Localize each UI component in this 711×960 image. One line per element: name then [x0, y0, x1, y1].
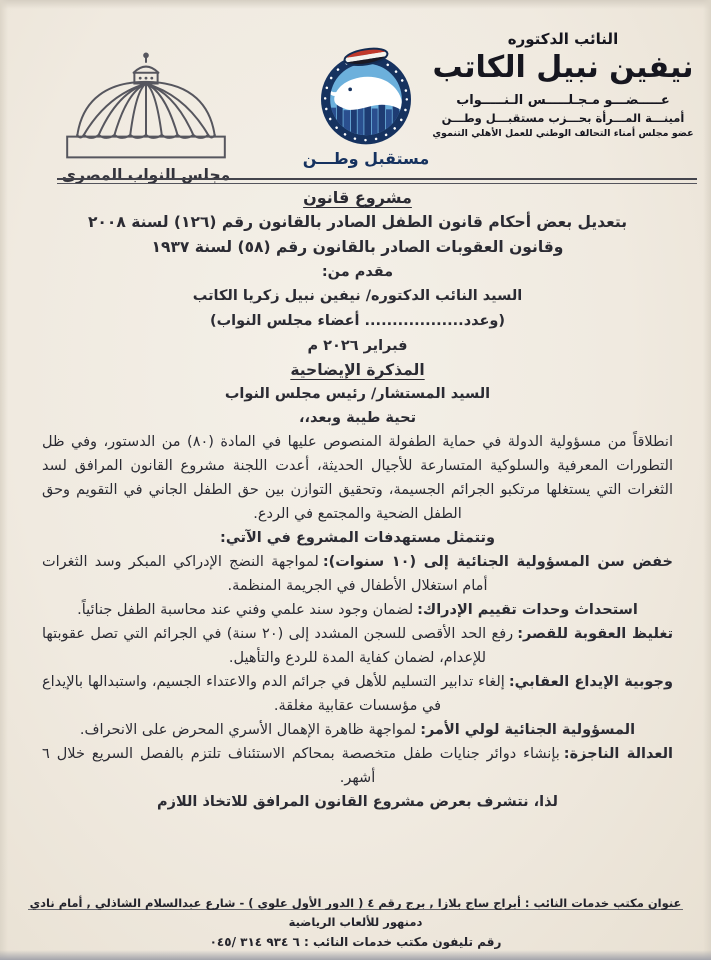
objective-body: لمواجهة النضج الإدراكي المبكر وسد الثغرات أمام استغلال الأطفال في الجريمة المنظمة. — [42, 554, 488, 594]
objective-lead: تغليظ العقوبة للقصر: — [517, 626, 673, 642]
parliament-logo-block — [52, 52, 240, 184]
deputy-role-party: أمينـــة المـــرأة بحـــزب مستقبـــل وطـــن — [441, 111, 685, 125]
deputy-name: نيفين نبيل الكاتب — [432, 50, 694, 85]
objective-item-6 — [42, 742, 673, 790]
scan-edge-right — [703, 0, 711, 960]
date-line: فبراير ٢٠٢٦ م — [307, 338, 408, 354]
objective-lead: العدالة الناجزة: — [563, 746, 673, 762]
objective-lead: وجوبية الإيداع العقابي: — [508, 674, 673, 690]
parliament-dome-icon — [58, 52, 234, 164]
submitted-by-count: (وعدد.................. أعضاء مجلس النواب) — [209, 313, 506, 329]
document-body — [42, 186, 673, 902]
objective-item-2 — [42, 598, 673, 622]
scan-edge-left — [0, 0, 8, 960]
law-draft-heading: مشروع قانون — [303, 188, 412, 207]
deputy-role-alliance: عضو مجلس أمناء التحالف الوطني للعمل الأهلي التنموي — [432, 128, 694, 139]
submitted-by-name: السيد النائب الدكتوره/ نيفين نبيل زكريا الكاتب — [192, 288, 523, 304]
scan-edge-top — [0, 0, 711, 9]
parliament-label: مجلس النواب المصري — [61, 166, 231, 184]
objectives-intro: وتتمثل مستهدفات المشروع في الآتي: — [220, 530, 495, 546]
objective-lead: استحداث وحدات تقييم الإدراك: — [417, 602, 638, 618]
office-address-line: عنوان مكتب خدمات النائب : أبراج ساج بلازا , برج رقم ٤ ( الدور الأول علوي ) - شارع عبدالسلام الشاذلي , أمام نادي دمنهور للألعاب الرياضية — [29, 896, 682, 929]
law-draft-subject-line1: بتعديل بعض أحكام قانون الطفل الصادر بالقانون رقم (١٢٦) لسنة ٢٠٠٨ — [87, 213, 628, 231]
document-footer — [10, 894, 701, 953]
deputy-role-member: عـــــضـــو مـجـلـــــس الـنـــــواب — [456, 93, 670, 108]
deputy-letterhead-block — [425, 30, 701, 139]
deputy-honorific: النائب الدكتوره — [507, 30, 619, 48]
party-emblem-icon — [316, 44, 416, 148]
objective-body: لمواجهة ظاهرة الإهمال الأسري المحرض على الانحراف. — [79, 722, 417, 738]
objective-item-5 — [42, 718, 673, 742]
closing-line: لذا، نتشرف بعرض مشروع القانون المرافق للاتخاذ اللازم — [157, 794, 558, 810]
salutation-recipient: السيد المستشار/ رئيس مجلس النواب — [224, 386, 491, 402]
header-divider — [57, 178, 697, 184]
objective-body: إلغاء تدابير التسليم للأهل في جرائم الدم والاعتداء الجسيم، واستبدالها بالإيداع في مؤسسات عقابية مغلقة. — [42, 674, 505, 714]
objective-item-1 — [42, 550, 673, 598]
explanatory-memo-heading: المذكرة الإيضاحية — [290, 361, 425, 379]
intro-paragraph: انطلاقاً من مسؤولية الدولة في حماية الطفولة المنصوص عليها في المادة (٨٠) من الدستور، وفي ظل التطورات المعرفية والسلوكية المتسارعة للأجيال الحديثة، أعدت اللجنة مشروع القانون المرافق لسد الثغرات التي يستغلها مرتكبو الجرائم الجسيمة، وتحقيق التوازن بين حق الطفل الجاني في التقويم وحق الطفل الضحية والمجتمع في الردع. — [42, 434, 673, 522]
objective-lead: المسؤولية الجنائية لولي الأمر: — [420, 722, 636, 738]
submitted-by-label: مقدم من: — [321, 264, 394, 280]
law-draft-subject-line2: وقانون العقوبات الصادر بالقانون رقم (٥٨) لسنة ١٩٣٧ — [151, 238, 564, 256]
objective-item-3 — [42, 622, 673, 670]
objective-body: رفع الحد الأقصى للسجن المشدد إلى (٢٠ سنة) في الجرائم التي تصل عقوبتها للإعدام، لضمان كفاية المدة للردع والتأهيل. — [42, 626, 514, 666]
office-phone-line: رقم تليفون مكتب خدمات النائب : ٦ ٩٣٤ ٣١٤ /٠٤٥ — [209, 935, 502, 949]
scan-edge-bottom — [0, 950, 711, 960]
objective-item-4 — [42, 670, 673, 718]
party-label: مستقبل وطـــن — [302, 149, 430, 168]
objective-body: لضمان وجود سند علمي وفني عند محاسبة الطفل جنائياً. — [77, 602, 414, 618]
objective-body: بإنشاء دوائر جنايات طفل متخصصة بمحاكم الاستئناف تلتزم بالفصل السريع خلال ٦ أشهر. — [42, 746, 560, 786]
salutation-greeting: تحية طيبة وبعد،، — [298, 410, 417, 426]
party-logo-block — [296, 44, 436, 168]
objective-lead: خفض سن المسؤولية الجنائية إلى (١٠ سنوات): — [322, 554, 673, 570]
